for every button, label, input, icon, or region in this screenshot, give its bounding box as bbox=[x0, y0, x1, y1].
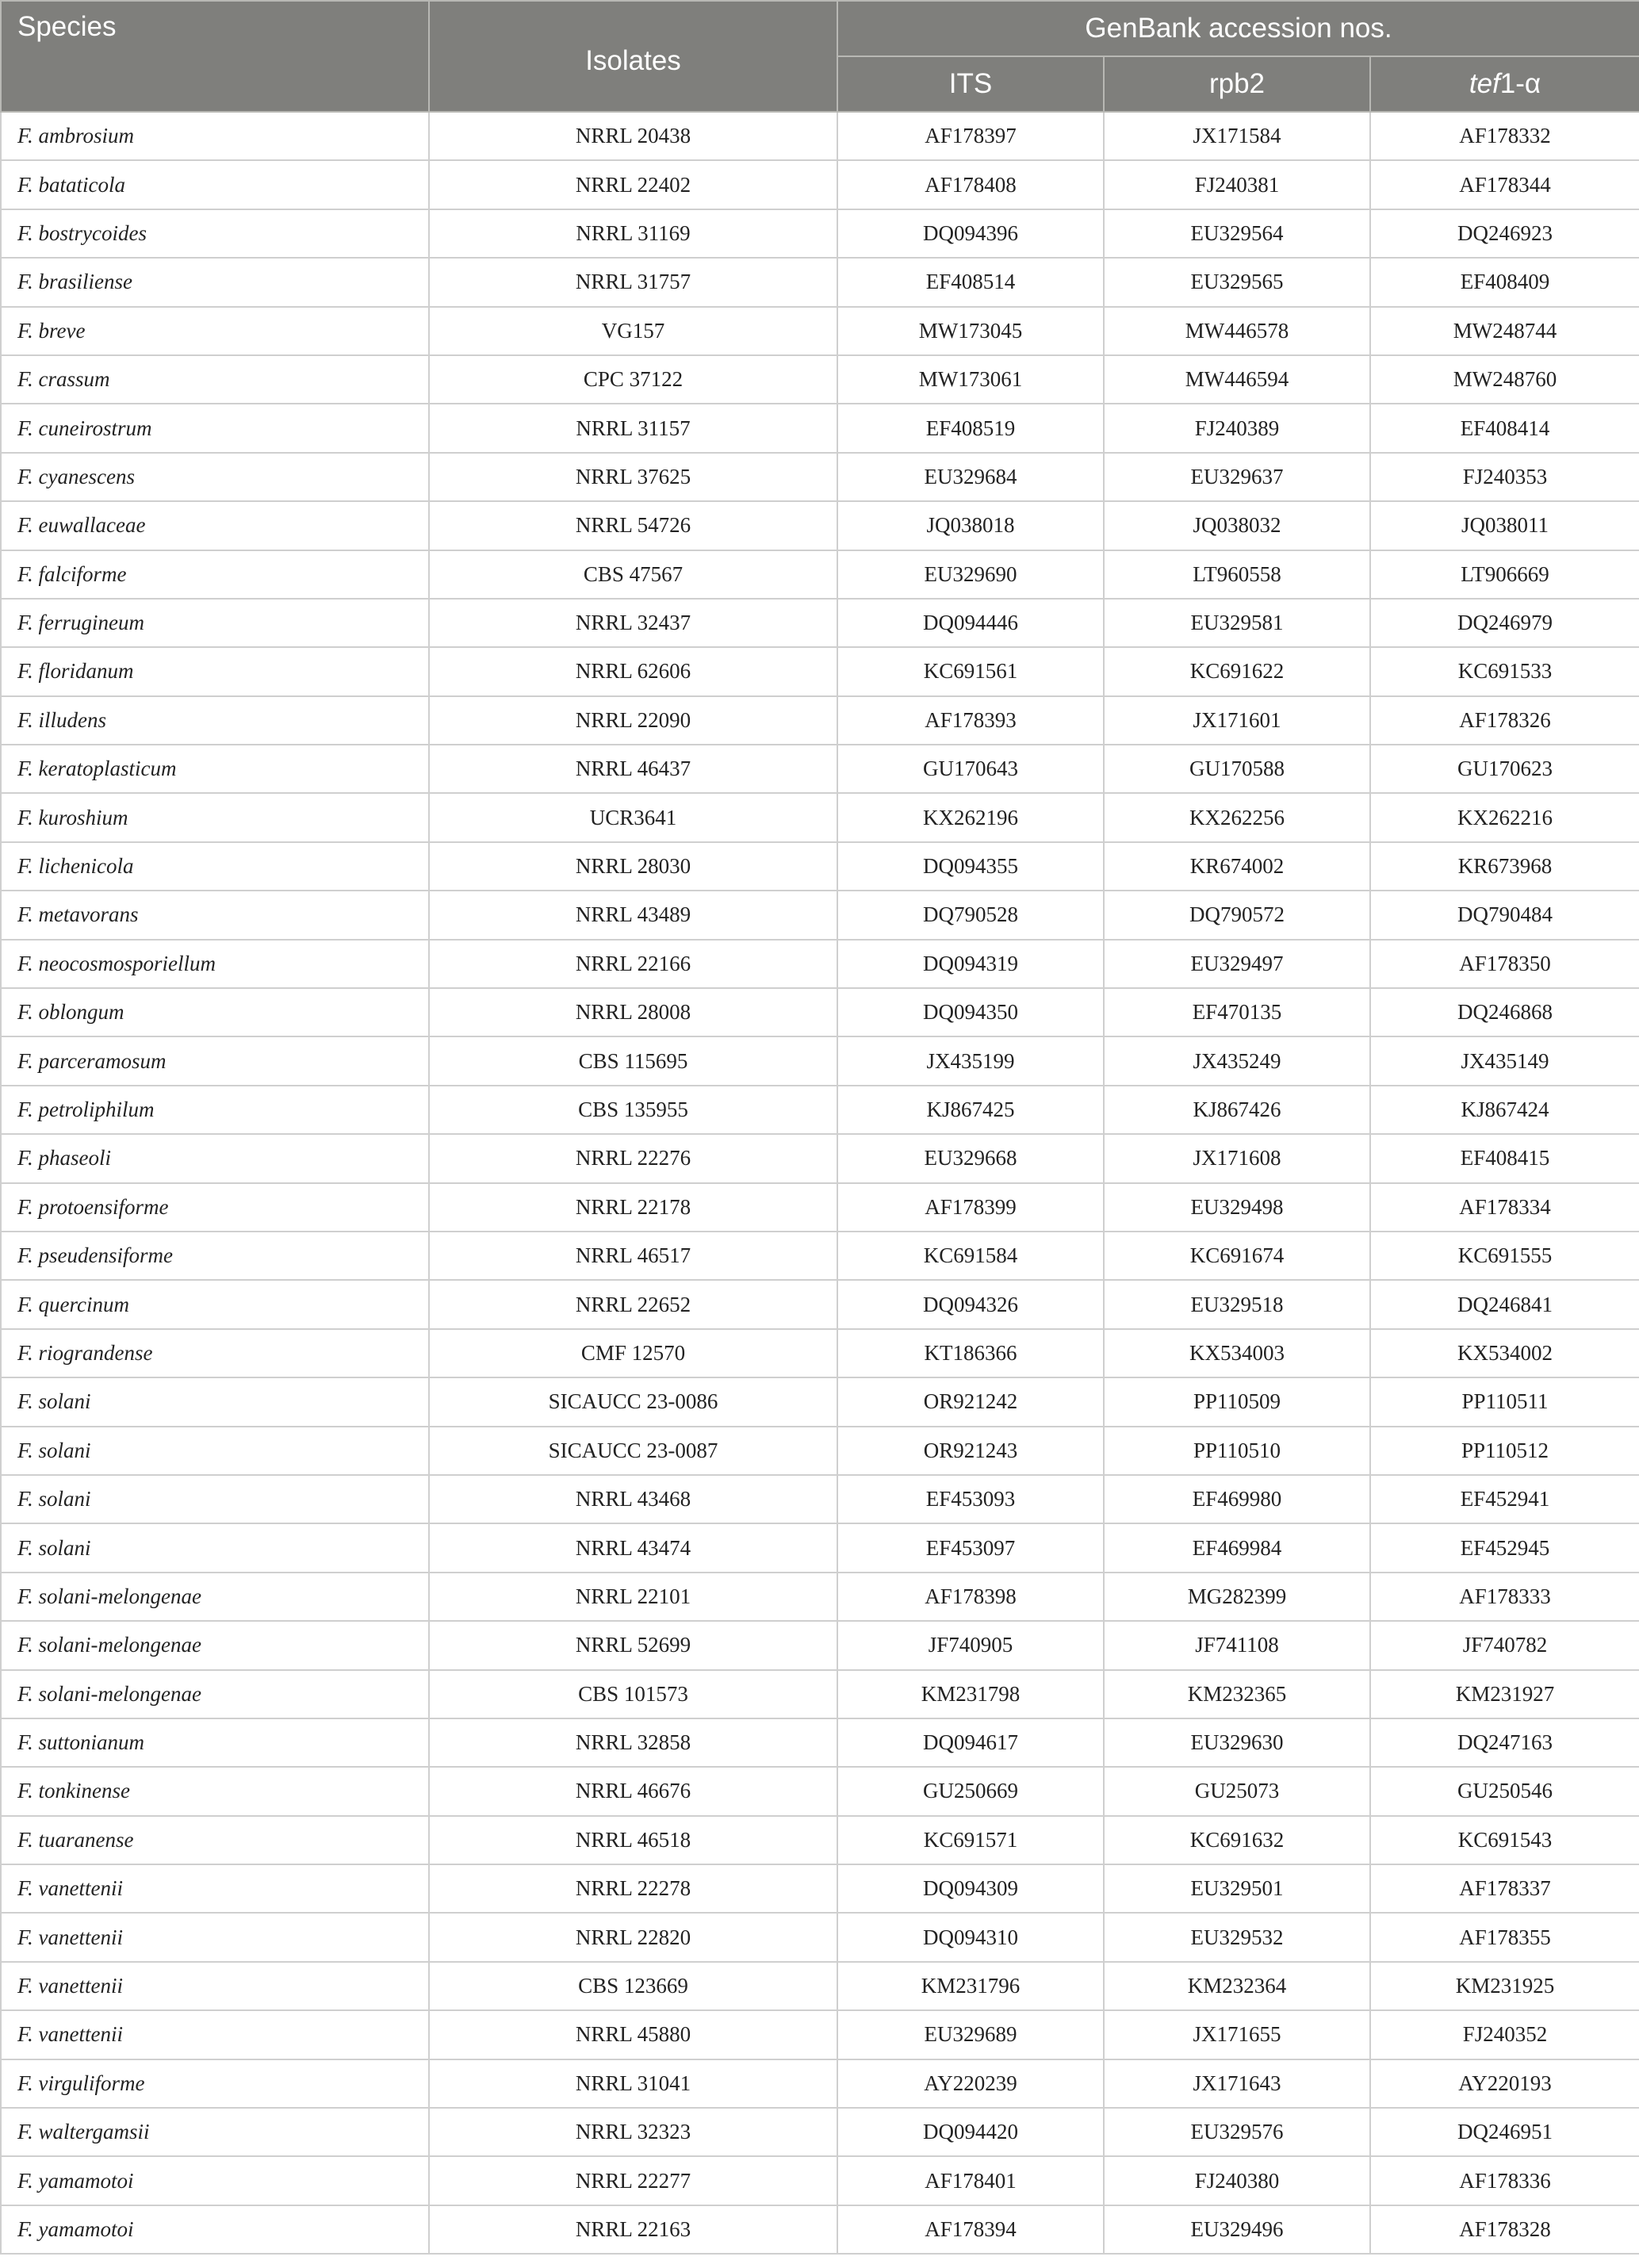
cell-its: DQ094396 bbox=[837, 209, 1104, 258]
cell-species: F. quercinum bbox=[1, 1280, 429, 1328]
cell-tef1a: KM231925 bbox=[1370, 1962, 1639, 2010]
cell-tef1a: AF178336 bbox=[1370, 2156, 1639, 2205]
cell-its: EF408519 bbox=[837, 404, 1104, 452]
cell-rpb2: EU329498 bbox=[1104, 1183, 1370, 1232]
table-row bbox=[1, 501, 1639, 550]
table-row bbox=[1, 2010, 1639, 2059]
cell-species: F. suttonianum bbox=[1, 1718, 429, 1767]
cell-its: JF740905 bbox=[837, 1621, 1104, 1669]
cell-isolate: NRRL 22652 bbox=[429, 1280, 837, 1328]
cell-isolate: NRRL 32858 bbox=[429, 1718, 837, 1767]
cell-rpb2: FJ240380 bbox=[1104, 2156, 1370, 2205]
table-row bbox=[1, 160, 1639, 209]
cell-its: MW173061 bbox=[837, 355, 1104, 404]
table-row bbox=[1, 112, 1639, 160]
cell-its: AF178408 bbox=[837, 160, 1104, 209]
cell-its: DQ094355 bbox=[837, 842, 1104, 891]
table-row bbox=[1, 1086, 1639, 1134]
cell-species: F. tuaranense bbox=[1, 1816, 429, 1864]
cell-rpb2: EU329532 bbox=[1104, 1913, 1370, 1961]
table-row bbox=[1, 842, 1639, 891]
cell-rpb2: JQ038032 bbox=[1104, 501, 1370, 550]
cell-species: F. solani-melongenae bbox=[1, 1573, 429, 1621]
table-row bbox=[1, 647, 1639, 695]
cell-species: F. bostrycoides bbox=[1, 209, 429, 258]
cell-species: F. kuroshium bbox=[1, 793, 429, 841]
cell-species: F. solani bbox=[1, 1427, 429, 1475]
table-row bbox=[1, 1621, 1639, 1669]
cell-rpb2: EF469980 bbox=[1104, 1475, 1370, 1523]
table-row bbox=[1, 2205, 1639, 2254]
cell-tef1a: FJ240353 bbox=[1370, 453, 1639, 501]
cell-isolate: CMF 12570 bbox=[429, 1329, 837, 1377]
table-row bbox=[1, 1280, 1639, 1328]
cell-its: DQ094420 bbox=[837, 2108, 1104, 2156]
cell-tef1a: AY220193 bbox=[1370, 2059, 1639, 2108]
cell-its: EU329690 bbox=[837, 550, 1104, 599]
cell-isolate: CBS 47567 bbox=[429, 550, 837, 599]
cell-rpb2: FJ240381 bbox=[1104, 160, 1370, 209]
cell-rpb2: KC691674 bbox=[1104, 1232, 1370, 1280]
cell-its: AF178399 bbox=[837, 1183, 1104, 1232]
cell-tef1a: KX534002 bbox=[1370, 1329, 1639, 1377]
cell-tef1a: KC691555 bbox=[1370, 1232, 1639, 1280]
cell-its: DQ094309 bbox=[837, 1864, 1104, 1913]
cell-species: F. oblongum bbox=[1, 988, 429, 1036]
table-row bbox=[1, 1427, 1639, 1475]
cell-rpb2: MW446578 bbox=[1104, 307, 1370, 355]
cell-tef1a: EF452945 bbox=[1370, 1523, 1639, 1572]
cell-isolate: VG157 bbox=[429, 307, 837, 355]
cell-species: F. lichenicola bbox=[1, 842, 429, 891]
cell-its: KX262196 bbox=[837, 793, 1104, 841]
cell-tef1a: JF740782 bbox=[1370, 1621, 1639, 1669]
cell-its: OR921243 bbox=[837, 1427, 1104, 1475]
cell-isolate: SICAUCC 23-0086 bbox=[429, 1377, 837, 1426]
cell-rpb2: EF469984 bbox=[1104, 1523, 1370, 1572]
cell-rpb2: JX435249 bbox=[1104, 1036, 1370, 1085]
cell-its: KJ867425 bbox=[837, 1086, 1104, 1134]
cell-tef1a: FJ240352 bbox=[1370, 2010, 1639, 2059]
cell-species: F. vanettenii bbox=[1, 1864, 429, 1913]
cell-its: KT186366 bbox=[837, 1329, 1104, 1377]
table-row bbox=[1, 745, 1639, 793]
table-row bbox=[1, 1475, 1639, 1523]
cell-rpb2: JX171584 bbox=[1104, 112, 1370, 160]
cell-tef1a: AF178332 bbox=[1370, 112, 1639, 160]
cell-tef1a: DQ246979 bbox=[1370, 599, 1639, 647]
cell-its: AF178397 bbox=[837, 112, 1104, 160]
cell-isolate: CBS 135955 bbox=[429, 1086, 837, 1134]
cell-isolate: NRRL 45880 bbox=[429, 2010, 837, 2059]
cell-its: DQ094617 bbox=[837, 1718, 1104, 1767]
table-row bbox=[1, 550, 1639, 599]
cell-rpb2: KM232365 bbox=[1104, 1670, 1370, 1718]
cell-tef1a: EF452941 bbox=[1370, 1475, 1639, 1523]
cell-its: EU329684 bbox=[837, 453, 1104, 501]
table-row bbox=[1, 1816, 1639, 1864]
cell-rpb2: JX171643 bbox=[1104, 2059, 1370, 2108]
cell-its: DQ790528 bbox=[837, 891, 1104, 939]
cell-isolate: NRRL 22163 bbox=[429, 2205, 837, 2254]
cell-rpb2: EU329630 bbox=[1104, 1718, 1370, 1767]
table-body bbox=[1, 112, 1639, 2254]
table-row bbox=[1, 1232, 1639, 1280]
table-row bbox=[1, 2156, 1639, 2205]
cell-species: F. ferrugineum bbox=[1, 599, 429, 647]
cell-its: MW173045 bbox=[837, 307, 1104, 355]
cell-tef1a: EF408409 bbox=[1370, 258, 1639, 306]
cell-tef1a: MW248744 bbox=[1370, 307, 1639, 355]
cell-tef1a: KM231927 bbox=[1370, 1670, 1639, 1718]
cell-isolate: NRRL 20438 bbox=[429, 112, 837, 160]
cell-rpb2: JX171608 bbox=[1104, 1134, 1370, 1182]
cell-species: F. euwallaceae bbox=[1, 501, 429, 550]
cell-isolate: NRRL 22278 bbox=[429, 1864, 837, 1913]
cell-species: F. parceramosum bbox=[1, 1036, 429, 1085]
cell-tef1a: AF178355 bbox=[1370, 1913, 1639, 1961]
cell-rpb2: EF470135 bbox=[1104, 988, 1370, 1036]
cell-rpb2: EU329501 bbox=[1104, 1864, 1370, 1913]
cell-rpb2: EU329576 bbox=[1104, 2108, 1370, 2156]
table-row bbox=[1, 404, 1639, 452]
cell-species: F. floridanum bbox=[1, 647, 429, 695]
cell-rpb2: DQ790572 bbox=[1104, 891, 1370, 939]
cell-species: F. crassum bbox=[1, 355, 429, 404]
cell-tef1a: EF408415 bbox=[1370, 1134, 1639, 1182]
cell-isolate: CBS 123669 bbox=[429, 1962, 837, 2010]
cell-its: OR921242 bbox=[837, 1377, 1104, 1426]
table-row bbox=[1, 793, 1639, 841]
cell-rpb2: KR674002 bbox=[1104, 842, 1370, 891]
cell-tef1a: AF178326 bbox=[1370, 696, 1639, 745]
cell-isolate: UCR3641 bbox=[429, 793, 837, 841]
table-row bbox=[1, 1329, 1639, 1377]
cell-its: JX435199 bbox=[837, 1036, 1104, 1085]
cell-tef1a: AF178333 bbox=[1370, 1573, 1639, 1621]
cell-species: F. keratoplasticum bbox=[1, 745, 429, 793]
table-row bbox=[1, 1036, 1639, 1085]
cell-species: F. protoensiforme bbox=[1, 1183, 429, 1232]
cell-species: F. solani bbox=[1, 1475, 429, 1523]
cell-isolate: CPC 37122 bbox=[429, 355, 837, 404]
cell-isolate: NRRL 46437 bbox=[429, 745, 837, 793]
cell-rpb2: EU329497 bbox=[1104, 940, 1370, 988]
table-row bbox=[1, 1962, 1639, 2010]
cell-species: F. breve bbox=[1, 307, 429, 355]
table-row bbox=[1, 1523, 1639, 1572]
cell-rpb2: MG282399 bbox=[1104, 1573, 1370, 1621]
cell-rpb2: JX171601 bbox=[1104, 696, 1370, 745]
cell-tef1a: DQ790484 bbox=[1370, 891, 1639, 939]
cell-tef1a: LT906669 bbox=[1370, 550, 1639, 599]
cell-tef1a: DQ246841 bbox=[1370, 1280, 1639, 1328]
cell-tef1a: JQ038011 bbox=[1370, 501, 1639, 550]
cell-tef1a: DQ246923 bbox=[1370, 209, 1639, 258]
cell-species: F. bataticola bbox=[1, 160, 429, 209]
cell-its: KC691584 bbox=[837, 1232, 1104, 1280]
cell-rpb2: GU25073 bbox=[1104, 1767, 1370, 1815]
cell-tef1a: AF178337 bbox=[1370, 1864, 1639, 1913]
header-species: Species bbox=[1, 1, 429, 112]
table-row bbox=[1, 988, 1639, 1036]
cell-isolate: NRRL 31157 bbox=[429, 404, 837, 452]
cell-species: F. ambrosium bbox=[1, 112, 429, 160]
header-tef-rest: 1-α bbox=[1499, 68, 1541, 99]
cell-its: GU170643 bbox=[837, 745, 1104, 793]
header-rpb2: rpb2 bbox=[1104, 56, 1370, 112]
cell-its: KC691561 bbox=[837, 647, 1104, 695]
table-row bbox=[1, 1377, 1639, 1426]
cell-its: DQ094326 bbox=[837, 1280, 1104, 1328]
cell-isolate: NRRL 22277 bbox=[429, 2156, 837, 2205]
cell-its: AY220239 bbox=[837, 2059, 1104, 2108]
cell-species: F. pseudensiforme bbox=[1, 1232, 429, 1280]
cell-isolate: NRRL 46517 bbox=[429, 1232, 837, 1280]
table-row bbox=[1, 355, 1639, 404]
table-row bbox=[1, 696, 1639, 745]
cell-isolate: NRRL 31757 bbox=[429, 258, 837, 306]
cell-its: GU250669 bbox=[837, 1767, 1104, 1815]
cell-its: AF178398 bbox=[837, 1573, 1104, 1621]
cell-rpb2: JX171655 bbox=[1104, 2010, 1370, 2059]
table-row bbox=[1, 599, 1639, 647]
cell-isolate: NRRL 22090 bbox=[429, 696, 837, 745]
header-its: ITS bbox=[837, 56, 1104, 112]
cell-isolate: NRRL 43474 bbox=[429, 1523, 837, 1572]
cell-isolate: NRRL 32437 bbox=[429, 599, 837, 647]
cell-tef1a: DQ246951 bbox=[1370, 2108, 1639, 2156]
table-row bbox=[1, 258, 1639, 306]
cell-rpb2: EU329564 bbox=[1104, 209, 1370, 258]
cell-isolate: NRRL 52699 bbox=[429, 1621, 837, 1669]
cell-isolate: NRRL 31169 bbox=[429, 209, 837, 258]
cell-isolate: NRRL 37625 bbox=[429, 453, 837, 501]
cell-tef1a: GU250546 bbox=[1370, 1767, 1639, 1815]
cell-its: DQ094350 bbox=[837, 988, 1104, 1036]
cell-its: DQ094319 bbox=[837, 940, 1104, 988]
cell-tef1a: KX262216 bbox=[1370, 793, 1639, 841]
cell-tef1a: KJ867424 bbox=[1370, 1086, 1639, 1134]
cell-its: KM231796 bbox=[837, 1962, 1104, 2010]
table-row bbox=[1, 940, 1639, 988]
cell-rpb2: KJ867426 bbox=[1104, 1086, 1370, 1134]
cell-isolate: NRRL 46676 bbox=[429, 1767, 837, 1815]
cell-species: F. yamamotoi bbox=[1, 2205, 429, 2254]
cell-species: F. neocosmosporiellum bbox=[1, 940, 429, 988]
cell-rpb2: PP110510 bbox=[1104, 1427, 1370, 1475]
cell-isolate: NRRL 31041 bbox=[429, 2059, 837, 2108]
cell-isolate: NRRL 46518 bbox=[429, 1816, 837, 1864]
cell-its: AF178393 bbox=[837, 696, 1104, 745]
cell-rpb2: EU329581 bbox=[1104, 599, 1370, 647]
cell-rpb2: FJ240389 bbox=[1104, 404, 1370, 452]
cell-species: F. riograndense bbox=[1, 1329, 429, 1377]
cell-tef1a: KR673968 bbox=[1370, 842, 1639, 891]
cell-species: F. phaseoli bbox=[1, 1134, 429, 1182]
cell-isolate: NRRL 32323 bbox=[429, 2108, 837, 2156]
header-tef1a bbox=[1370, 56, 1639, 112]
cell-its: AF178401 bbox=[837, 2156, 1104, 2205]
cell-tef1a: DQ247163 bbox=[1370, 1718, 1639, 1767]
table-row bbox=[1, 1767, 1639, 1815]
table-header bbox=[1, 1, 1639, 112]
cell-its: JQ038018 bbox=[837, 501, 1104, 550]
table-row bbox=[1, 1134, 1639, 1182]
cell-tef1a: KC691533 bbox=[1370, 647, 1639, 695]
cell-its: DQ094310 bbox=[837, 1913, 1104, 1961]
cell-isolate: NRRL 22101 bbox=[429, 1573, 837, 1621]
table-row bbox=[1, 1864, 1639, 1913]
cell-species: F. vanettenii bbox=[1, 2010, 429, 2059]
cell-its: AF178394 bbox=[837, 2205, 1104, 2254]
cell-species: F. solani bbox=[1, 1377, 429, 1426]
cell-rpb2: KX262256 bbox=[1104, 793, 1370, 841]
table-row bbox=[1, 891, 1639, 939]
cell-rpb2: KC691632 bbox=[1104, 1816, 1370, 1864]
cell-tef1a: PP110512 bbox=[1370, 1427, 1639, 1475]
table-row bbox=[1, 2059, 1639, 2108]
cell-isolate: NRRL 28008 bbox=[429, 988, 837, 1036]
cell-species: F. tonkinense bbox=[1, 1767, 429, 1815]
table-row bbox=[1, 209, 1639, 258]
cell-rpb2: GU170588 bbox=[1104, 745, 1370, 793]
cell-tef1a: AF178344 bbox=[1370, 160, 1639, 209]
cell-its: EF453097 bbox=[837, 1523, 1104, 1572]
cell-its: EF453093 bbox=[837, 1475, 1104, 1523]
cell-rpb2: LT960558 bbox=[1104, 550, 1370, 599]
cell-tef1a: AF178350 bbox=[1370, 940, 1639, 988]
cell-species: F. petroliphilum bbox=[1, 1086, 429, 1134]
table-row bbox=[1, 1913, 1639, 1961]
cell-rpb2: KX534003 bbox=[1104, 1329, 1370, 1377]
cell-tef1a: PP110511 bbox=[1370, 1377, 1639, 1426]
table-row bbox=[1, 307, 1639, 355]
cell-species: F. vanettenii bbox=[1, 1962, 429, 2010]
table-row bbox=[1, 1573, 1639, 1621]
table-row bbox=[1, 453, 1639, 501]
cell-isolate: CBS 115695 bbox=[429, 1036, 837, 1085]
cell-species: F. vanettenii bbox=[1, 1913, 429, 1961]
cell-isolate: SICAUCC 23-0087 bbox=[429, 1427, 837, 1475]
cell-species: F. solani bbox=[1, 1523, 429, 1572]
cell-rpb2: KM232364 bbox=[1104, 1962, 1370, 2010]
cell-isolate: NRRL 28030 bbox=[429, 842, 837, 891]
cell-species: F. illudens bbox=[1, 696, 429, 745]
header-tef-italic: tef bbox=[1469, 68, 1500, 99]
cell-its: EF408514 bbox=[837, 258, 1104, 306]
cell-tef1a: JX435149 bbox=[1370, 1036, 1639, 1085]
cell-species: F. cyanescens bbox=[1, 453, 429, 501]
cell-its: KC691571 bbox=[837, 1816, 1104, 1864]
cell-species: F. falciforme bbox=[1, 550, 429, 599]
cell-rpb2: KC691622 bbox=[1104, 647, 1370, 695]
table-row bbox=[1, 1718, 1639, 1767]
cell-species: F. yamamotoi bbox=[1, 2156, 429, 2205]
header-isolates: Isolates bbox=[429, 1, 837, 112]
cell-species: F. brasiliense bbox=[1, 258, 429, 306]
cell-species: F. waltergamsii bbox=[1, 2108, 429, 2156]
cell-its: KM231798 bbox=[837, 1670, 1104, 1718]
cell-rpb2: JF741108 bbox=[1104, 1621, 1370, 1669]
cell-species: F. solani-melongenae bbox=[1, 1621, 429, 1669]
cell-isolate: NRRL 22178 bbox=[429, 1183, 837, 1232]
cell-rpb2: EU329496 bbox=[1104, 2205, 1370, 2254]
cell-isolate: NRRL 22166 bbox=[429, 940, 837, 988]
cell-isolate: NRRL 43489 bbox=[429, 891, 837, 939]
cell-tef1a: AF178328 bbox=[1370, 2205, 1639, 2254]
cell-its: DQ094446 bbox=[837, 599, 1104, 647]
cell-isolate: CBS 101573 bbox=[429, 1670, 837, 1718]
cell-rpb2: EU329565 bbox=[1104, 258, 1370, 306]
cell-species: F. cuneirostrum bbox=[1, 404, 429, 452]
cell-tef1a: GU170623 bbox=[1370, 745, 1639, 793]
cell-isolate: NRRL 43468 bbox=[429, 1475, 837, 1523]
header-genbank: GenBank accession nos. bbox=[837, 1, 1639, 56]
cell-tef1a: DQ246868 bbox=[1370, 988, 1639, 1036]
cell-tef1a: AF178334 bbox=[1370, 1183, 1639, 1232]
cell-isolate: NRRL 22276 bbox=[429, 1134, 837, 1182]
cell-tef1a: EF408414 bbox=[1370, 404, 1639, 452]
cell-rpb2: EU329518 bbox=[1104, 1280, 1370, 1328]
table-row bbox=[1, 1183, 1639, 1232]
cell-isolate: NRRL 22402 bbox=[429, 160, 837, 209]
cell-tef1a: MW248760 bbox=[1370, 355, 1639, 404]
cell-isolate: NRRL 54726 bbox=[429, 501, 837, 550]
cell-species: F. solani-melongenae bbox=[1, 1670, 429, 1718]
cell-isolate: NRRL 62606 bbox=[429, 647, 837, 695]
cell-species: F. metavorans bbox=[1, 891, 429, 939]
table-row bbox=[1, 1670, 1639, 1718]
cell-its: EU329689 bbox=[837, 2010, 1104, 2059]
cell-isolate: NRRL 22820 bbox=[429, 1913, 837, 1961]
table-row bbox=[1, 2108, 1639, 2156]
cell-rpb2: EU329637 bbox=[1104, 453, 1370, 501]
cell-tef1a: KC691543 bbox=[1370, 1816, 1639, 1864]
cell-rpb2: PP110509 bbox=[1104, 1377, 1370, 1426]
cell-species: F. virguliforme bbox=[1, 2059, 429, 2108]
cell-rpb2: MW446594 bbox=[1104, 355, 1370, 404]
cell-its: EU329668 bbox=[837, 1134, 1104, 1182]
